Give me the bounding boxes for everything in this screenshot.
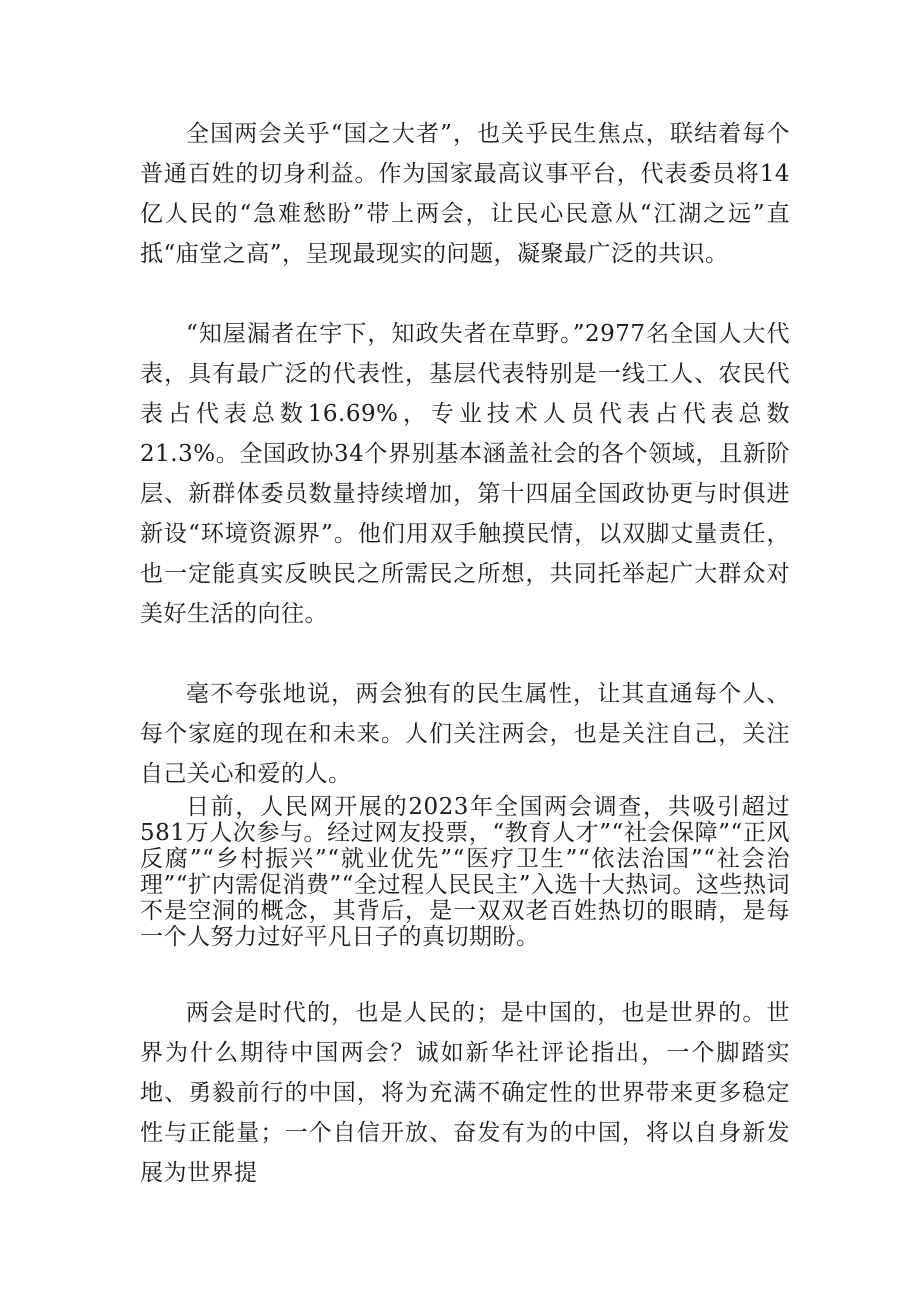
paragraph-4: 日前，人民网开展的2023年全国两会调查，共吸引超过581万人次参与。经过网友投票，“教育人才”“社会保障”“正风反腐”“乡村振兴”“就业优先”“医疗卫生”“依法治国”“社会治理”“扩内需促消费”“全过程人民民主”入选十大热词。这些热词不是空洞的概念，其背后，是一双双老百姓热切的眼睛，是每一个人努力过好平凡日子的真切期盼。 <box>140 794 790 950</box>
paragraph-3: 毫不夸张地说，两会独有的民生属性，让其直通每个人、每个家庭的现在和未来。人们关注两会，也是关注自己，关注自己关心和爱的人。 <box>140 681 790 787</box>
paragraph-2: “知屋漏者在宇下，知政失者在草野。”2977名全国人大代表，具有最广泛的代表性，基层代表特别是一线工人、农民代表占代表总数16.69%，专业技术人员代表占代表总数21.3%。全国政协34个界别基本涵盖社会的各个领域，且新阶层、新群体委员数量持续增加，第十四届全国政协更与时俱进新设“环境资源界”。他们用双手触摸民情，以双脚丈量责任，也一定能真实反映民之所需民之所想，共同托举起广大群众对美好生活的向往。 <box>140 321 790 627</box>
paragraph-5: 两会是时代的，也是人民的；是中国的，也是世界的。世界为什么期待中国两会？诚如新华社评论指出，一个脚踏实地、勇毅前行的中国，将为充满不确定性的世界带来更多稳定性与正能量；一个自信开放、奋发有为的中国，将以自身新发展为世界提 <box>140 1000 790 1186</box>
paragraph-1: 全国两会关乎“国之大者”，也关乎民生焦点，联结着每个普通百姓的切身利益。作为国家最高议事平台，代表委员将14亿人民的“急难愁盼”带上两会，让民心民意从“江湖之远”直抵“庙堂之高”，呈现最现实的问题，凝聚最广泛的共识。 <box>140 121 790 267</box>
